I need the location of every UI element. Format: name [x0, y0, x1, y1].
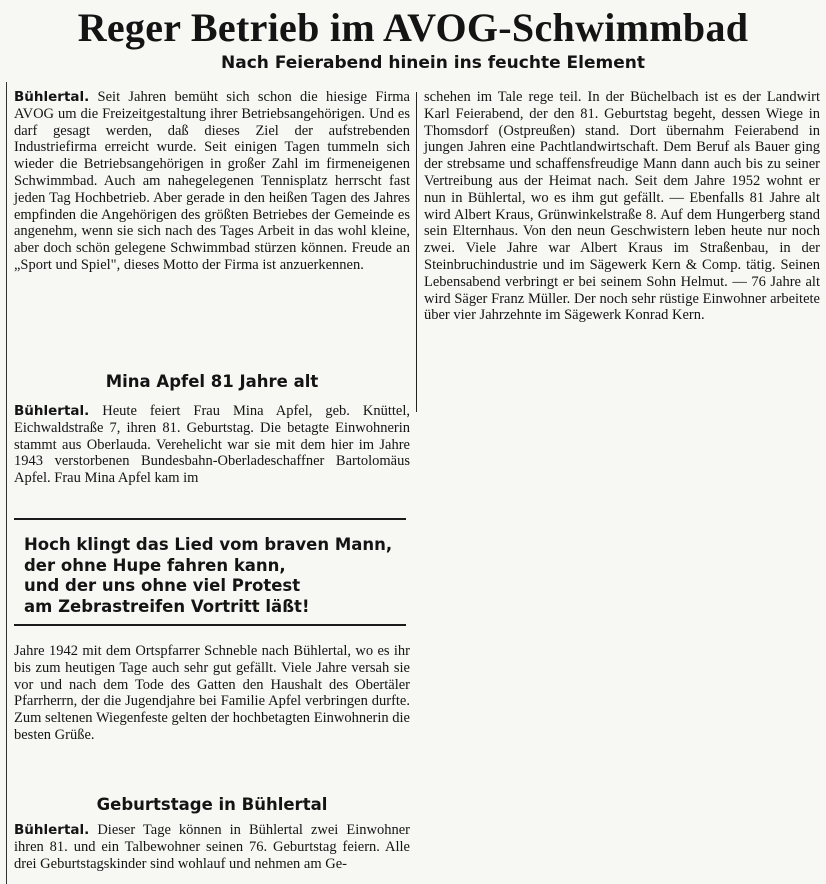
box-top-rule	[14, 518, 406, 520]
subheadline: Nach Feierabend hinein ins feuchte Element	[221, 53, 645, 73]
article-text: Dieser Tage können in Bühlertal zwei Einwohner ihren 81. und ein Talbewohner seinen 76. Geburtstag feiern. Alle drei Geburtstagskinder sind wohlauf und nehmen am Ge-	[14, 822, 410, 872]
verse-line: am Zebrastreifen Vortritt läßt!	[24, 596, 310, 616]
left-margin-rule	[6, 82, 7, 884]
box-bottom-rule	[14, 624, 406, 626]
headline: Reger Betrieb im AVOG-Schwimmbad	[77, 5, 749, 50]
article-mina-apfel-continued	[14, 643, 410, 744]
article-mina-apfel-heading: Mina Apfel 81 Jahre alt	[105, 372, 319, 391]
column-divider	[416, 92, 417, 412]
verse-box	[24, 535, 414, 617]
article-mina-apfel-body	[14, 403, 410, 487]
article-geburtstage	[14, 822, 410, 872]
verse-line: Hoch klingt das Lied vom braven Mann,	[24, 535, 393, 554]
article-geburtstage-heading: Geburtstage in Bühlertal	[96, 795, 328, 814]
article-schwimmbad-body	[14, 89, 410, 274]
dateline: Bühlertal.	[14, 822, 90, 838]
article-text: schehen im Tale rege teil. In der Büchelbach ist es der Landwirt Karl Feierabend, der den 81. Geburtstag begeht, dessen Wiege in Thomsdorf (Ostpreußen) stand. Dort übernahm Feierabend in jungen Jahren eine Pachtlandwirtschaft. Dem Beruf als Bauer ging der strebsame und schaffensfreudige Mann dann auch bis zu seiner Vertreibung aus der Heimat nach. Seit dem Jahre 1952 wohnt er nun in Bühlertal, wo es ihm gut gefällt. — Ebenfalls 81 Jahre alt wird Albert Kraus, Grünwinkelstraße 8. Auf dem Hungerberg stand sein Elternhaus. Von den neun Geschwistern leben heute nur noch zwei. Viele Jahre war Albert Kraus im Straßenbau, in der Steinbruchindustrie und im Sägewerk Kern & Comp. tätig. Seinen Lebensabend verbringt er bei seinem Sohn Helmut. — 76 Jahre alt wird Säger Franz Müller. Der noch sehr rüstige Einwohner arbeitete über vier Jahrzehnte im Sägewerk Konrad Kern.	[424, 89, 820, 324]
article-schwimmbad	[14, 89, 410, 274]
dateline: Bühlertal.	[14, 89, 90, 105]
verse-line: der ohne Hupe fahren kann,	[24, 555, 286, 575]
article-mina-apfel	[14, 403, 410, 487]
article-text: Seit Jahren bemüht sich schon die hiesige Firma AVOG um die Freizeitgestaltung ihrer Betriebsangehörigen. Und es darf gesagt werden, daß dieses Ziel der aufstrebenden Industriefirma erreicht wurde. Seit einigen Tagen tummeln sich wieder die Betriebsangehörigen in großer Zahl im firmeneigenen Schwimmbad. Auch am nahegelegenen Tennisplatz herrscht fast jeden Tag Hochbetrieb. Aber gerade in den heißen Tagen des Jahres empfinden die Angehörigen des größten Betriebes der Gemeinde es angenehm, wenn sie sich nach des Tages Arbeit in das wohl kleine, aber doch schön gelegene Schwimmbad stürzen können. Freude an „Sport und Spiel", dieses Motto der Firma ist anzuerkennen.	[14, 89, 410, 273]
dateline: Bühlertal.	[14, 403, 90, 419]
article-geburtstage-body	[14, 822, 410, 872]
article-text: Jahre 1942 mit dem Ortspfarrer Schneble nach Bühlertal, wo es ihr bis zum heutigen Tage auch sehr gut gefällt. Viele Jahre versah sie vor und nach dem Tode des Gatten den Haushalt des Obertäler Pfarrherrn, der die Jugendjahre bei Familie Apfel verbringen durfte. Zum seltenen Wiegenfeste gelten der hochbetagten Einwohnerin die besten Grüße.	[14, 643, 410, 743]
article-text: Heute feiert Frau Mina Apfel, geb. Knüttel, Eichwaldstraße 7, ihren 81. Geburtstag. Die betagte Einwohnerin stammt aus Oberlauda. Verehelicht war sie mit dem hier im Jahre 1943 verstorbenen Bundesbahn-Oberladeschaffner Bartolomäus Apfel. Frau Mina Apfel kam im	[14, 403, 410, 487]
article-geburtstage-continued	[424, 89, 820, 324]
verse-line: und der uns ohne viel Protest	[24, 576, 301, 595]
